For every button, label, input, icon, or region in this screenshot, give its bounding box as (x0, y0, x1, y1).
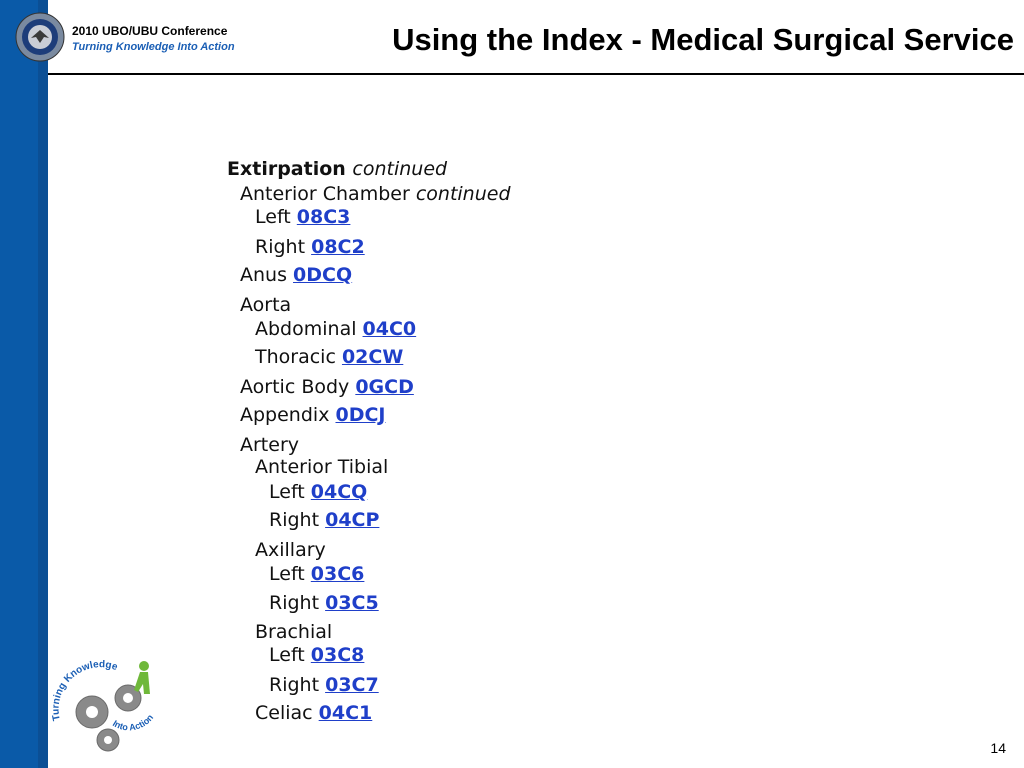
index-heading: Extirpation continued (227, 158, 448, 180)
sidebar-edge (38, 0, 48, 768)
index-entry: Right 03C7 (269, 674, 379, 696)
index-entry: Aortic Body 0GCD (240, 376, 414, 398)
index-code-link[interactable]: 08C3 (296, 206, 351, 228)
index-entry: Right 03C5 (269, 592, 379, 614)
conference-subtitle: Turning Knowledge Into Action (72, 41, 235, 53)
index-code-link[interactable]: 04C1 (318, 702, 373, 724)
index-entry: Left 08C3 (255, 206, 351, 228)
index-code-link[interactable]: 03C5 (325, 592, 379, 614)
index-code-link[interactable]: 04C0 (362, 318, 417, 340)
index-entry: Celiac 04C1 (255, 702, 373, 724)
index-entry: Appendix 0DCJ (240, 404, 386, 426)
index-entry: Axillary (255, 539, 326, 561)
index-entry: Brachial (255, 621, 333, 643)
dod-seal-icon (15, 12, 65, 62)
index-entry: Left 03C8 (269, 644, 365, 666)
index-code-link[interactable]: 02CW (341, 346, 404, 368)
index-code-link[interactable]: 03C7 (325, 674, 379, 696)
index-entry: Right 08C2 (255, 236, 365, 258)
turning-knowledge-gears-logo (50, 650, 162, 762)
conference-title: 2010 UBO/UBU Conference (72, 24, 228, 38)
index-entry: Anus 0DCQ (240, 264, 353, 286)
index-code-link[interactable]: 03C8 (310, 644, 365, 666)
index-entry: Abdominal 04C0 (255, 318, 417, 340)
title-divider (48, 73, 1024, 75)
index-entry: Left 04CQ (269, 481, 368, 503)
index-code-link[interactable]: 0DCQ (293, 264, 353, 286)
index-entry: Aorta (240, 294, 292, 316)
index-entry: Thoracic 02CW (255, 346, 404, 368)
index-code-link[interactable]: 0DCJ (335, 404, 386, 426)
index-code-link[interactable]: 0GCD (355, 376, 414, 398)
index-code-link[interactable]: 03C6 (310, 563, 365, 585)
page-number: 14 (990, 740, 1006, 756)
svg-text:Into Action: Into Action (110, 712, 156, 733)
index-entry: Anterior Tibial (255, 456, 389, 478)
index-entry: Right 04CP (269, 509, 380, 531)
index-code-link[interactable]: 08C2 (311, 236, 365, 258)
index-code-link[interactable]: 04CP (325, 509, 380, 531)
index-entry: Anterior Chamber continued (240, 183, 511, 205)
svg-text:Turning Knowledge: Turning Knowledge (50, 659, 119, 722)
index-entry: Left 03C6 (269, 563, 365, 585)
index-code-link[interactable]: 04CQ (310, 481, 368, 503)
slide-title: Using the Index - Medical Surgical Service (392, 22, 1014, 57)
index-excerpt (227, 156, 547, 724)
index-entry: Artery (240, 434, 300, 456)
